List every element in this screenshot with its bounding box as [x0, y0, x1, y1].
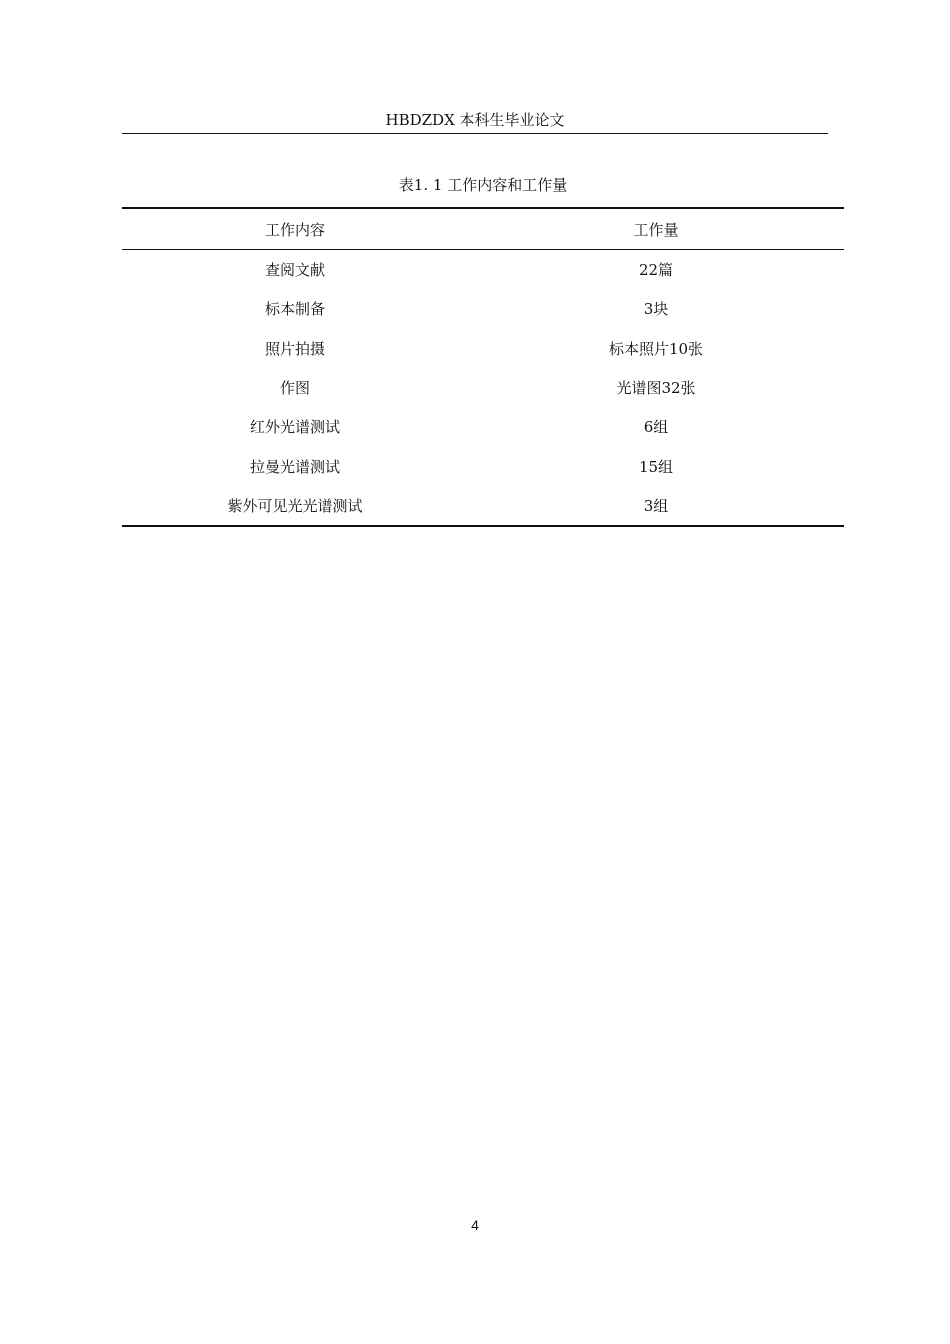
work-content-cell: 作图	[279, 379, 310, 398]
table-header	[122, 208, 844, 250]
work-content-cell: 标本制备	[264, 300, 325, 319]
header-rule	[122, 133, 828, 134]
table-body	[122, 250, 844, 527]
workload-cell: 标本照片10张	[608, 339, 704, 358]
table-header-row	[122, 208, 844, 250]
work-content-cell: 红外光谱测试	[249, 418, 340, 437]
table-row	[122, 486, 844, 526]
table-row	[122, 368, 844, 407]
work-content-cell: 查阅文献	[264, 261, 325, 280]
column-header-work-content: 工作内容	[122, 208, 468, 250]
workload-cell: 光谱图32张	[616, 379, 696, 398]
table-row	[122, 289, 844, 328]
work-table	[122, 207, 844, 527]
work-content-cell: 拉曼光谱测试	[249, 457, 340, 476]
work-content-cell: 照片拍摄	[264, 339, 325, 358]
workload-cell: 22篇	[638, 261, 674, 280]
table-row	[122, 329, 844, 368]
workload-cell: 3组	[468, 486, 844, 526]
column-header-workload: 工作量	[468, 208, 844, 250]
running-header: HBDZDX 本科生毕业论文	[385, 111, 565, 129]
workload-cell: 6组	[643, 418, 669, 437]
table-row	[122, 446, 844, 485]
workload-cell: 15组	[638, 457, 674, 476]
work-content-cell: 紫外可见光光谱测试	[122, 486, 468, 526]
workload-cell: 3块	[643, 300, 669, 319]
table-row	[122, 250, 844, 290]
table-caption: 表1. 1 工作内容和工作量	[398, 176, 568, 194]
page-number: 4	[471, 1217, 479, 1233]
table-row	[122, 407, 844, 446]
